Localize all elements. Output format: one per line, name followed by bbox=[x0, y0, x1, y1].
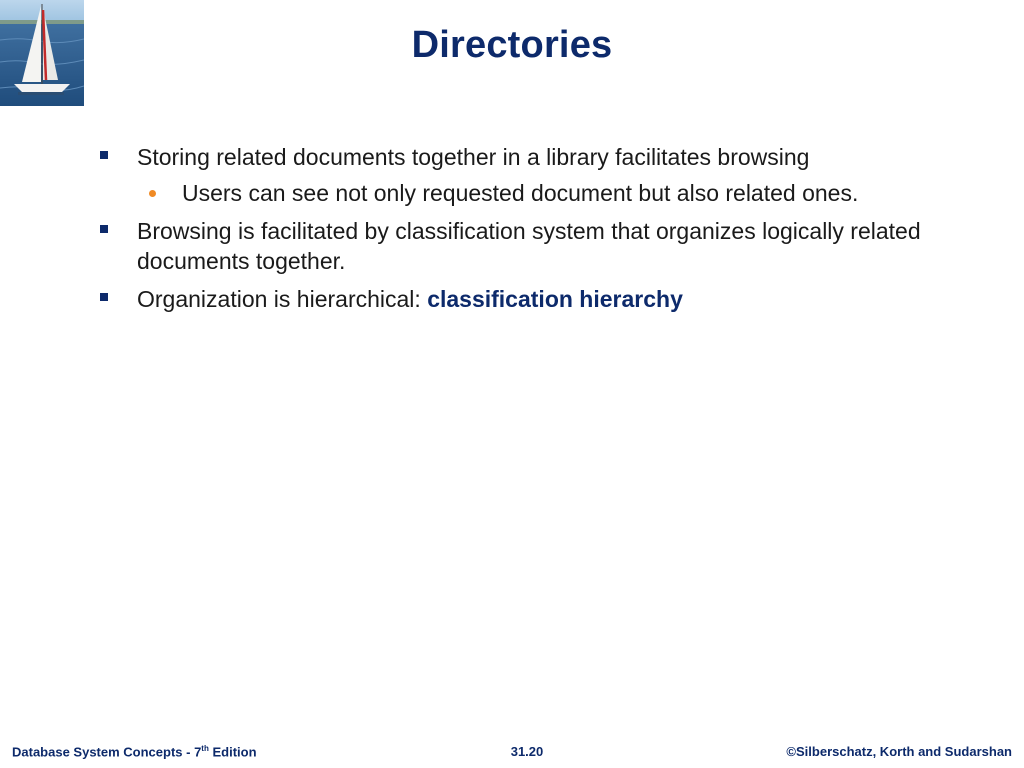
slide-title: Directories bbox=[411, 24, 613, 66]
footer-book-title-text: Database System Concepts - 7 bbox=[12, 744, 202, 760]
bullet-item bbox=[100, 142, 980, 172]
square-bullet-icon bbox=[100, 151, 108, 159]
footer-copyright: ©Silberschatz, Korth and Sudarshan bbox=[786, 744, 1012, 759]
dot-bullet-icon bbox=[149, 190, 156, 197]
emphasized-term: classification hierarchy bbox=[427, 286, 683, 312]
footer-page-number: 31.20 bbox=[510, 744, 544, 759]
footer-edition-text: Edition bbox=[208, 744, 257, 760]
bullet-text: Organization is hierarchical: bbox=[137, 286, 428, 312]
footer-edition-superscript: th bbox=[201, 744, 209, 753]
sub-bullet-item bbox=[100, 178, 980, 208]
bullet-list bbox=[100, 142, 980, 322]
bullet-item bbox=[100, 216, 980, 276]
bullet-text: Browsing is facilitated by classification system that organizes logically related documents together. bbox=[137, 218, 921, 274]
square-bullet-icon bbox=[100, 225, 108, 233]
sub-bullet-text: Users can see not only requested document but also related ones. bbox=[182, 180, 859, 206]
square-bullet-icon bbox=[100, 293, 108, 301]
bullet-text: Storing related documents together in a library facilitates browsing bbox=[137, 144, 810, 170]
bullet-item bbox=[100, 284, 980, 314]
